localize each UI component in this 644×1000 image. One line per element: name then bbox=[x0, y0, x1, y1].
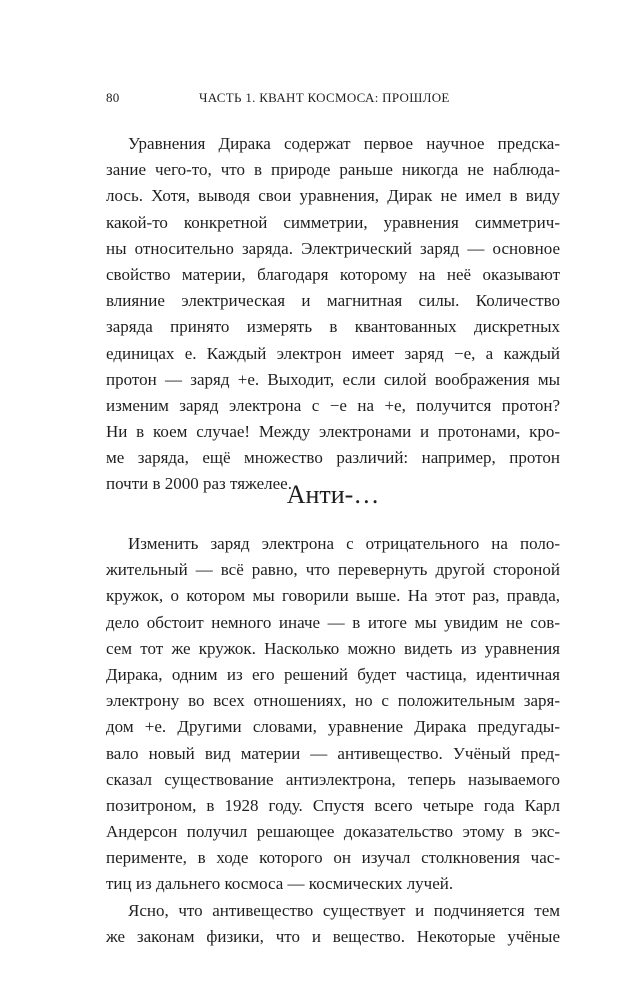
text-line: дом +e. Другими словами, уравнение Дирака предугады- bbox=[106, 717, 560, 737]
text-line: заряда принято измерять в квантованных дискретных bbox=[106, 317, 560, 337]
text-line: Дирака, одним из его решений будет частица, идентичная bbox=[106, 664, 560, 684]
text-line: сем тот же кружок. Насколько можно видеть из уравнения bbox=[106, 638, 560, 658]
text-line: лось. Хотя, выводя свои уравнения, Дирак не имел в виду bbox=[106, 186, 560, 206]
text-line: кружок, о котором мы говорили выше. На этот раз, правда, bbox=[106, 586, 560, 606]
text-line: единицах e. Каждый электрон имеет заряд −e, а каждый bbox=[106, 343, 560, 363]
text-line: ны относительно заряда. Электрический заряд — основное bbox=[106, 238, 560, 258]
text-line: электрону во всех отношениях, но с положительным заря- bbox=[106, 691, 560, 711]
running-title: ЧАСТЬ 1. КВАНТ КОСМОСА: ПРОШЛОЕ bbox=[199, 90, 450, 105]
section-heading: Анти-… bbox=[286, 480, 380, 509]
paragraph-antimatter bbox=[106, 531, 560, 950]
text-line: влияние электрическая и магнитная силы. Количество bbox=[106, 291, 560, 311]
text-line: Андерсон получил решающее доказательство этому в экс- bbox=[106, 822, 560, 842]
text-line: сказал существование антиэлектрона, теперь называемого bbox=[106, 769, 560, 789]
text-line: же законам физики, что и вещество. Некоторые учёные bbox=[106, 926, 560, 946]
text-line: почти в 2000 раз тяжелее. bbox=[106, 474, 292, 494]
text-line: зание чего-то, что в природе раньше никогда не наблюда- bbox=[106, 160, 560, 180]
text-line: изменим заряд электрона с −e на +e, получится протон? bbox=[106, 395, 560, 415]
text-line: какой-то конкретной симметрии, уравнения симметрич- bbox=[106, 212, 560, 232]
text-line: перименте, в ходе которого он изучал столкновения час- bbox=[106, 848, 560, 868]
text-line: позитроном, в 1928 году. Спустя всего четыре года Карл bbox=[106, 795, 560, 815]
text-line: жительный — всё равно, что перевернуть другой стороной bbox=[106, 560, 560, 580]
text-line: Изменить заряд электрона с отрицательного на поло- bbox=[128, 534, 560, 553]
text-line: дело обстоит немного иначе — в итоге мы увидим не сов- bbox=[106, 612, 560, 632]
text-line: свойство материи, благодаря которому на неё оказывают bbox=[106, 264, 560, 284]
text-line: тиц из дальнего космоса — космических лучей. bbox=[106, 874, 454, 894]
text-line: Уравнения Дирака содержат первое научное предска- bbox=[128, 134, 560, 153]
text-line: вало новый вид материи — антивещество. Учёный пред- bbox=[106, 743, 560, 763]
text-line: Ни в коем случае! Между электронами и протонами, кро- bbox=[106, 422, 560, 442]
page-number: 80 bbox=[106, 90, 120, 105]
paragraph-dirac-equations bbox=[106, 131, 560, 498]
text-line: ме заряда, ещё множество различий: например, протон bbox=[106, 448, 560, 468]
text-line: Ясно, что антивещество существует и подчиняется тем bbox=[128, 900, 560, 920]
running-head bbox=[106, 90, 560, 110]
text-line: протон — заряд +e. Выходит, если силой воображения мы bbox=[106, 369, 560, 389]
